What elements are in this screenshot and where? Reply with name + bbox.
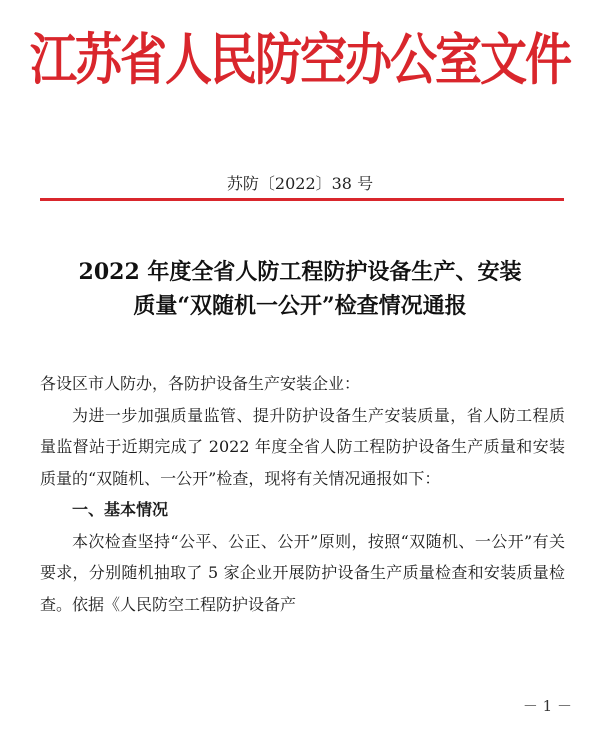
red-separator-line (40, 198, 564, 201)
title-line-1: 2022 年度全省人防工程防护设备生产、安装 (78, 259, 522, 285)
masthead-title: 江苏省人民防空办公室文件 (30, 28, 570, 94)
document-body (40, 368, 565, 620)
body-paragraph-1: 为进一步加强质量监管、提升防护设备生产安装质量，省人防工程质量监督站于近期完成了 2022 年度全省人防工程防护设备生产质量和安装质量的“双随机、一公开”检查，现将有关情况通报如下： (40, 405, 565, 488)
document-title (30, 255, 570, 323)
document-number: 苏防〔2022〕38 号 (226, 174, 374, 193)
addressee-line: 各设区市人防办，各防护设备生产安装企业： (40, 374, 361, 393)
title-line-2: 质量“双随机一公开”检查情况通报 (133, 293, 467, 319)
body-paragraph-2: 本次检查坚持“公平、公正、公开”原则，按照“双随机、一公开”有关要求，分别随机抽取了 5 家企业开展防护设备生产质量检查和安装质量检查。依据《人民防空工程防护设备产 (40, 531, 565, 614)
section-heading-basic-info: 一、基本情况 (72, 500, 169, 519)
page-number: － 1 － (522, 697, 572, 715)
